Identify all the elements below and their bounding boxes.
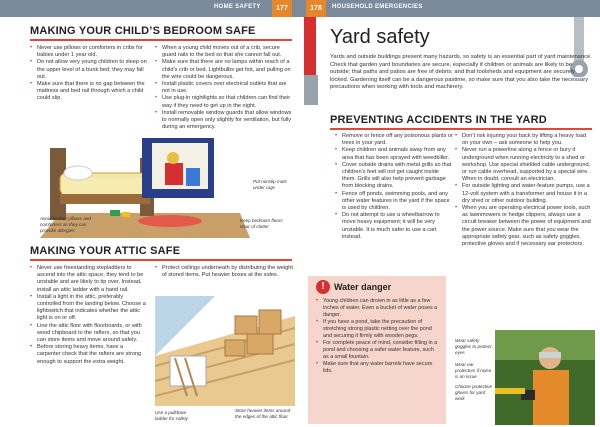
list-item: • Make sure that there is no gap between the mattress and bed rail through which a child could slip. <box>30 81 148 103</box>
left-header <box>0 0 300 17</box>
list-item: • Protect ceilings underneath by distributing the weight of stored items. Put heavier boxes at the sides. <box>155 265 293 279</box>
right-header <box>300 0 600 17</box>
left-page-number: 177 <box>272 0 292 17</box>
list-item: • Install removable window guards that allow windows to normally open only slightly for ventilation, but fully during an emergency. <box>155 110 293 132</box>
list-item: • Never use pillows or comforters in cribs for babies under 1 year old. <box>30 45 148 59</box>
list-item: • Keep children and animals away from any area that has been sprayed with weedkiller. <box>335 147 453 161</box>
list-item: • Install a light in the attic, preferably controlled from the landing below. Choose a lightswitch that indicates whether the attic light is on or off. <box>30 294 148 323</box>
attic-col1 <box>30 265 148 366</box>
caption-ear: Wear ear protectors if noise is an issue <box>455 362 492 379</box>
accidents-col1 <box>335 133 453 241</box>
accidents-col2 <box>455 133 593 248</box>
list-item: • Make sure that any water barrels have secure lids. <box>316 361 440 375</box>
right-header-title: HOUSEHOLD EMERGENCIES <box>332 4 423 10</box>
bedroom-rule <box>30 39 292 41</box>
caption-pillows: Avoid feather pillows and comforters as they can provoke allergies <box>40 216 91 233</box>
tools-illustration <box>300 17 328 107</box>
accidents-title: PREVENTING ACCIDENTS IN THE YARD <box>330 114 547 126</box>
list-item: • When you are operating electrical power tools, such as lawnmowers or hedge clippers, always use a circuit breaker between the power of equipment and the power source. Make sure that you wear the appropriate safety gear, such as safety goggles, protective gloves and if necessary ear protectors. <box>455 205 593 248</box>
list-item: • Don’t risk injuring your back by lifting a heavy load on your own – ask someone to help you. <box>455 133 593 147</box>
list-item: • For complete peace of mind, consider filling in a pond and choosing a safer water feature, such as a small fountain. <box>316 340 440 361</box>
water-danger-list <box>316 298 440 375</box>
right-page-number: 178 <box>306 0 326 17</box>
caption-boxes: Store heavier items around the edges of the attic floor <box>235 408 291 419</box>
list-item: • If you have a pond, take the precaution of stretching strong plastic netting over the pond and securing it firmly with wooden pegs. <box>316 319 440 340</box>
list-item: • When a young child moves out of a crib, secure guard rails to the bed so that she cannot fall out. <box>155 45 293 59</box>
list-item: • Cover outside drains with metal grills so that children’s feet will not get caught inside them. Grills will also help prevent garbage from blocking drains. <box>335 162 453 191</box>
list-item: • Install plastic covers over electrical outlets that are not in use. <box>155 81 293 95</box>
list-item: • Never use freestanding stepladders to ascend into the attic space; they tend to be unstable and are likely to tip over. Instead, install an attic ladder with a hand rail. <box>30 265 148 294</box>
water-danger-box <box>308 276 446 424</box>
attic-illustration <box>155 296 295 406</box>
intro-paragraph: Yards and outside buildings present many hazards, so safety is an essential part of yard maintenance. Check that garden yard boundaries are secure, especially if children or animals are likely to be outside; that paths and patios are free of debris; and that toolsheds and equipment are securely locked. Gardening itself can be a dangerous pastime, so make sure that you also take the necessary precautions when working with tools and machinery. <box>330 54 592 91</box>
list-item: • Do not attempt to use a wheelbarrow to move heavy equipment; it will be very unstable. It is much safer to use a cart instead. <box>335 212 453 241</box>
list-item: • Do not allow very young children to sleep on the upper level of a bunk bed; they may fall out. <box>30 59 148 81</box>
caption-goggles: Wear safety goggles to protect eyes <box>455 338 492 355</box>
caption-rug: Put nonslip mats under rugs <box>253 179 287 190</box>
list-item: • Fence off ponds, swimming pools, and any other water features in the yard if the space is used by children. <box>335 191 453 213</box>
bedroom-title: MAKING YOUR CHILD’S BEDROOM SAFE <box>30 25 256 37</box>
list-item: • Remove or fence off any poisonous plants or trees in your yard. <box>335 133 453 147</box>
list-item: • Use plug-in nightlights so that children can find their way if they need to get up in the night. <box>155 95 293 109</box>
gardener-photo <box>495 330 595 425</box>
list-item: • Never run a powerline along a fence or bury it underground when running electricity to a shed or workshop. Use special shielded cable underground, or run cable overhead, supported by a special wire. When in doubt, consult an electrician. <box>455 147 593 183</box>
warning-icon: ! <box>316 280 330 294</box>
list-item: • Before storing heavy items, have a carpenter check that the rafters are strong enough to support the extra weight. <box>30 344 148 366</box>
caption-ladder: Use a pulldown ladder for safety <box>155 410 188 421</box>
list-item: • Line the attic floor with floorboards, or with wood chipboard to the rafters, so that you can store items and move around safely. <box>30 323 148 345</box>
bedroom-col1 <box>30 45 148 103</box>
page-title: Yard safety <box>330 26 430 48</box>
caption-floor: Keep bedroom floors clear of clutter <box>240 218 283 229</box>
caption-gloves: Choose protective gloves for yard work <box>455 384 493 401</box>
attic-rule <box>30 259 292 261</box>
water-danger-title: Water danger <box>334 282 392 292</box>
list-item: • Make sure that there are no lamps within reach of a child’s crib or bed. Lightbulbs get hot, and pulling on the wire could be dangerous. <box>155 59 293 81</box>
attic-col2 <box>155 265 293 279</box>
list-item: • For outside lighting and water-feature pumps, use a 12-volt system with a transformer and house it in a dry shed or other outdoor building. <box>455 183 593 205</box>
left-header-title: HOME SAFETY <box>214 4 261 10</box>
list-item: • Young children can drown in as little as a few inches of water. Even a bucket of water poses a danger. <box>316 298 440 319</box>
attic-title: MAKING YOUR ATTIC SAFE <box>30 245 181 257</box>
accidents-rule <box>330 128 592 130</box>
right-page <box>300 0 600 427</box>
